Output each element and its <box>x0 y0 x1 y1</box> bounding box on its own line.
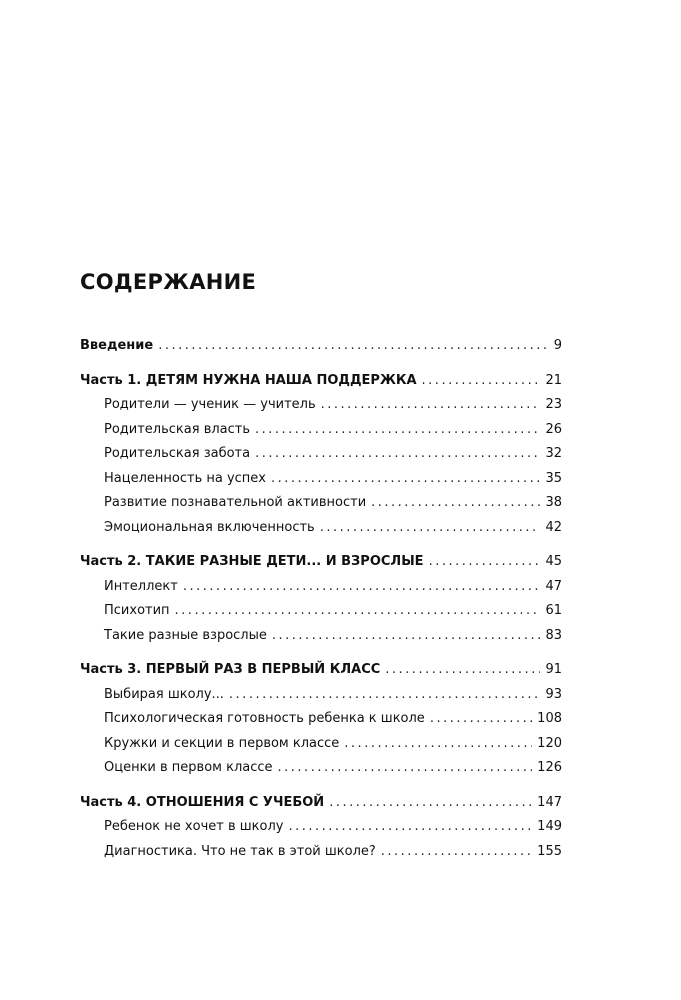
toc-entry-label: Часть 3. ПЕРВЫЙ РАЗ В ПЕРВЫЙ КЛАСС <box>80 662 381 677</box>
toc-page-number: 9 <box>553 338 562 353</box>
toc-part-entry <box>80 658 562 683</box>
section-gap <box>80 648 562 658</box>
toc-entry-label: Нацеленность на успех <box>104 470 266 486</box>
dot-leader <box>175 599 541 624</box>
dot-leader <box>255 442 540 467</box>
toc-page-number: 47 <box>545 578 562 594</box>
toc-page-number: 126 <box>537 760 562 775</box>
toc-page-number: 83 <box>545 627 562 643</box>
toc-chapter-entry <box>80 756 562 781</box>
toc-page-number: 149 <box>537 819 562 834</box>
toc-entry-label: Родительская власть <box>104 421 251 437</box>
toc-entry-label: Такие разные взрослые <box>104 627 267 643</box>
toc-entry-label: Ребенок не хочет в школу <box>104 819 284 834</box>
toc-page-number: 35 <box>545 470 562 486</box>
toc-chapter-entry <box>80 683 562 708</box>
dot-leader <box>429 550 541 575</box>
toc-page-number: 21 <box>545 372 562 388</box>
toc-entry-label: Часть 4. ОТНОШЕНИЯ С УЧЕБОЙ <box>80 794 325 810</box>
toc-entry-label: Введение <box>80 338 154 353</box>
dot-leader <box>321 393 541 418</box>
dot-leader <box>344 732 532 757</box>
toc-entry-label: Выбирая школу... <box>104 686 224 702</box>
toc-page-number: 120 <box>537 735 562 751</box>
toc-chapter-entry <box>80 575 562 600</box>
dot-leader <box>272 624 541 649</box>
toc-entry-label: Часть 2. ТАКИЕ РАЗНЫЕ ДЕТИ... И ВЗРОСЛЫЕ <box>80 554 424 569</box>
toc-chapter-entry <box>80 624 562 649</box>
toc-page-number: 38 <box>545 495 562 510</box>
dot-leader <box>278 756 533 781</box>
toc-page-number: 155 <box>537 843 562 859</box>
dot-leader <box>255 418 540 443</box>
toc-entry-label: Оценки в первом классе <box>104 760 273 775</box>
toc-page-number: 108 <box>537 711 562 726</box>
dot-leader <box>430 707 532 732</box>
toc-page-number: 91 <box>545 662 562 677</box>
toc-entry-label: Родители — ученик — учитель <box>104 397 316 412</box>
dot-leader <box>371 491 540 516</box>
toc-page-number: 26 <box>545 421 562 437</box>
toc-chapter-entry <box>80 467 562 492</box>
toc-chapter-entry <box>80 840 562 865</box>
dot-leader <box>288 815 532 840</box>
toc-page-number: 23 <box>545 397 562 412</box>
toc-chapter-entry <box>80 815 562 840</box>
toc-chapter-entry <box>80 418 562 443</box>
dot-leader <box>158 334 549 359</box>
toc-chapter-entry <box>80 393 562 418</box>
toc-page-number: 61 <box>545 603 562 618</box>
toc-entry-label: Диагностика. Что не так в этой школе? <box>104 843 376 859</box>
toc-chapter-entry <box>80 491 562 516</box>
dot-leader <box>385 658 540 683</box>
toc-chapter-entry <box>80 732 562 757</box>
toc-page-number: 42 <box>545 519 562 535</box>
toc-chapter-entry <box>80 516 562 541</box>
toc-part-entry <box>80 334 562 359</box>
section-gap <box>80 781 562 791</box>
toc-chapter-entry <box>80 442 562 467</box>
dot-leader <box>422 369 541 394</box>
toc-page-number: 32 <box>545 446 562 461</box>
toc-entry-label: Родительская забота <box>104 446 251 461</box>
toc-entry-label: Психологическая готовность ребенка к школе <box>104 711 425 726</box>
toc-page-number: 93 <box>545 686 562 702</box>
toc-entry-label: Часть 1. ДЕТЯМ НУЖНА НАША ПОДДЕРЖКА <box>80 372 417 388</box>
toc-chapter-entry <box>80 599 562 624</box>
dot-leader <box>381 840 532 865</box>
toc-entry-label: Психотип <box>104 603 170 618</box>
table-of-contents <box>80 334 562 864</box>
dot-leader <box>183 575 541 600</box>
toc-chapter-entry <box>80 707 562 732</box>
toc-entry-label: Кружки и секции в первом классе <box>104 735 340 751</box>
toc-part-entry <box>80 550 562 575</box>
toc-page-number: 45 <box>545 554 562 569</box>
toc-entry-label: Интеллект <box>104 578 178 594</box>
toc-part-entry <box>80 369 562 394</box>
page-title: СОДЕРЖАНИЕ <box>80 270 257 294</box>
dot-leader <box>320 516 541 541</box>
toc-page-number: 147 <box>537 794 562 810</box>
dot-leader <box>229 683 541 708</box>
section-gap <box>80 359 562 369</box>
dot-leader <box>271 467 540 492</box>
dot-leader <box>329 791 532 816</box>
toc-entry-label: Эмоциональная включенность <box>104 519 315 535</box>
section-gap <box>80 540 562 550</box>
toc-entry-label: Развитие познавательной активности <box>104 495 367 510</box>
toc-part-entry <box>80 791 562 816</box>
